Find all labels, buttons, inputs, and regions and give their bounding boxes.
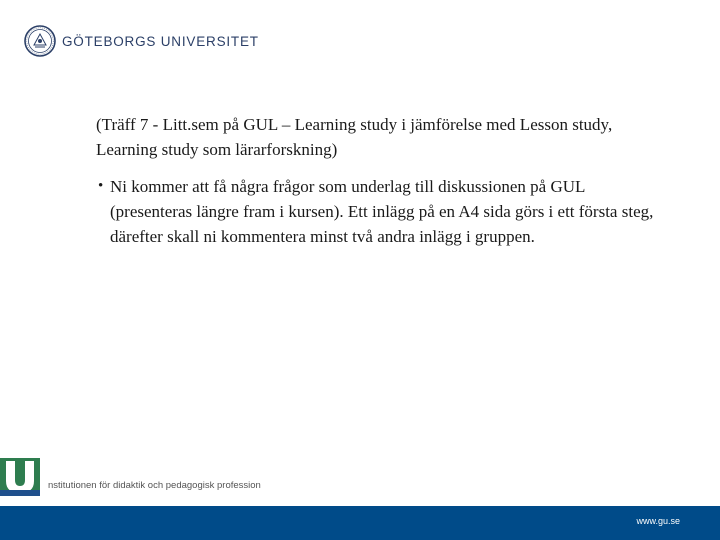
- department-name: nstitutionen för didaktik och pedagogisk profession: [48, 480, 261, 491]
- university-seal-icon: [24, 25, 56, 57]
- footer-url-link[interactable]: www.gu.se: [636, 516, 680, 526]
- intro-text: (Träff 7 - Litt.sem på GUL – Learning study i jämförelse med Lesson study, Learning study som lärarforskning): [96, 115, 613, 159]
- bullet-item: [96, 174, 656, 249]
- department-logo: [0, 458, 261, 496]
- slide-body: [96, 112, 656, 249]
- footer-bar: [0, 506, 720, 540]
- department-u-logo-icon: [0, 458, 40, 496]
- bullet-list: [96, 174, 656, 249]
- bullet-text: Ni kommer att få några frågor som underlag till diskussionen på GUL (presenteras längre fram i kursen). Ett inlägg på en A4 sida görs i ett första steg, därefter skall ni kommentera minst två andra inlägg i gruppen.: [110, 177, 654, 246]
- university-name: GÖTEBORGS UNIVERSITET: [62, 33, 259, 49]
- header-logo: [24, 24, 259, 58]
- bullet-marker: •: [98, 178, 104, 194]
